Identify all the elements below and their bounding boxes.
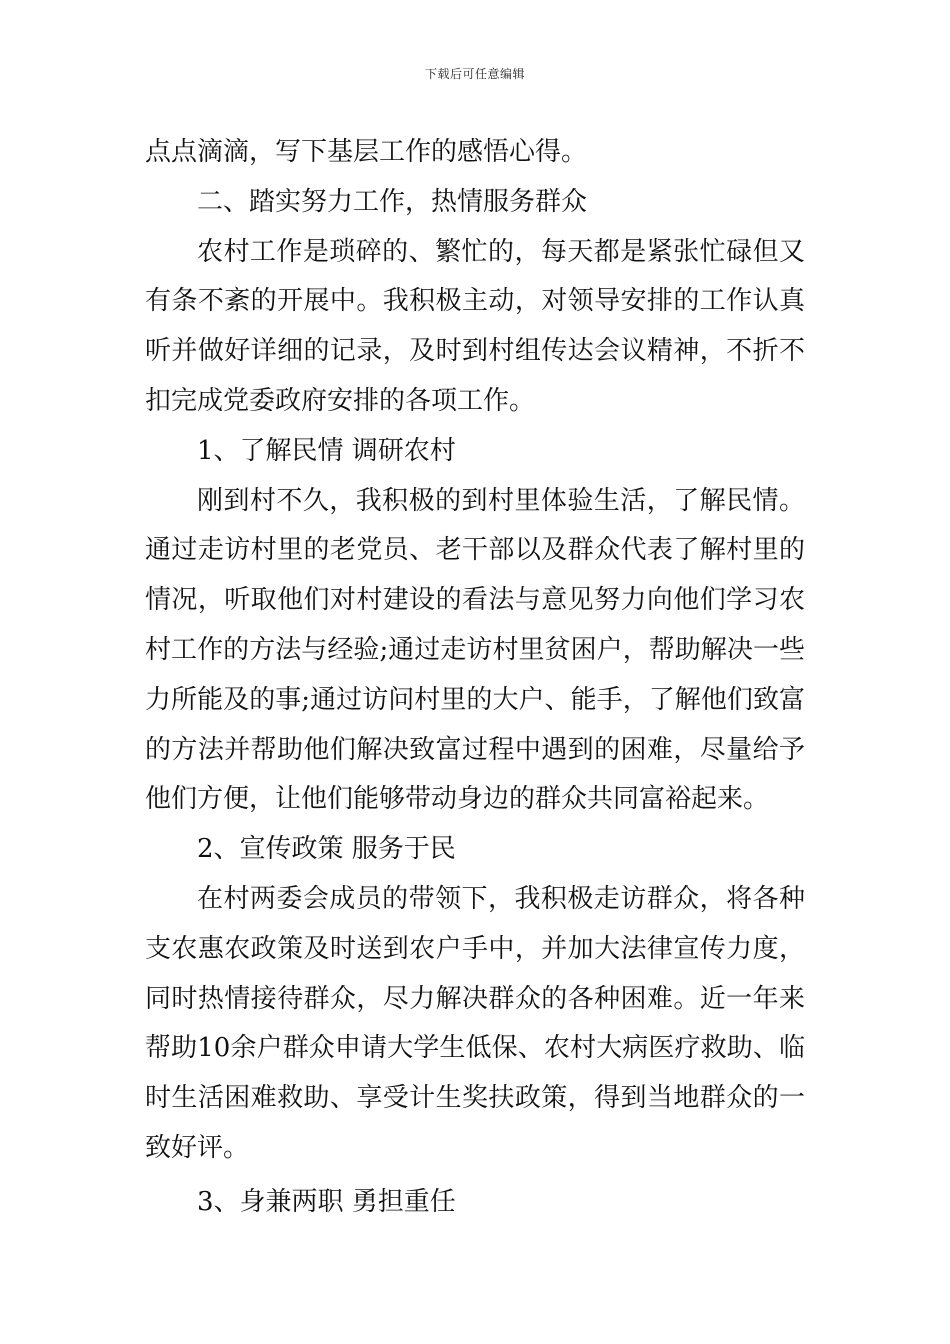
paragraph-line: 致好评。	[145, 1132, 250, 1163]
section-heading: 二、踏实努力工作，热情服务群众	[197, 186, 588, 217]
paragraph-line: 通过走访村里的老党员、老干部以及群众代表了解村里的	[145, 535, 805, 566]
paragraph-line: 时生活困难救助、享受计生奖扶政策，得到当地群众的一	[145, 1083, 805, 1114]
paragraph-line: 支农惠农政策及时送到农户手中，并加大法律宣传力度，	[145, 933, 805, 964]
paragraph-line: 在村两委会成员的带领下，我积极走访群众，将各种	[197, 883, 805, 914]
paragraph-line: 农村工作是琐碎的、繁忙的，每天都是紧张忙碌但又	[197, 236, 805, 267]
subsection-heading: 1、了解民情 调研农村	[197, 435, 456, 466]
paragraph-line: 帮助10余户群众申请大学生低保、农村大病医疗救助、临	[145, 1033, 805, 1064]
subsection-heading: 3、身兼两职 勇担重任	[197, 1186, 456, 1217]
paragraph-line: 力所能及的事;通过访问村里的大户、能手，了解他们致富	[145, 684, 805, 715]
paragraph-line: 扣完成党委政府安排的各项工作。	[145, 385, 536, 416]
subsection-heading: 2、宣传政策 服务于民	[197, 834, 456, 865]
document-body	[145, 128, 805, 1228]
paragraph-line: 的方法并帮助他们解决致富过程中遇到的困难，尽量给予	[145, 734, 805, 765]
paragraph-line: 点点滴滴，写下基层工作的感悟心得。	[145, 137, 588, 167]
page-header: 下载后可任意编辑	[424, 67, 525, 81]
paragraph-line: 情况，听取他们对村建设的看法与意见努力向他们学习农	[145, 585, 805, 616]
paragraph-line: 他们方便，让他们能够带动身边的群众共同富裕起来。	[145, 784, 770, 815]
paragraph-line: 村工作的方法与经验;通过走访村里贫困户，帮助解决一些	[145, 634, 805, 665]
paragraph-line: 听并做好详细的记录，及时到村组传达会议精神，不折不	[145, 336, 805, 367]
paragraph-line: 刚到村不久，我积极的到村里体验生活，了解民情。	[197, 485, 805, 516]
paragraph-line: 同时热情接待群众，尽力解决群众的各种困难。近一年来	[145, 983, 805, 1014]
paragraph-line: 有条不紊的开展中。我积极主动，对领导安排的工作认真	[145, 286, 805, 317]
